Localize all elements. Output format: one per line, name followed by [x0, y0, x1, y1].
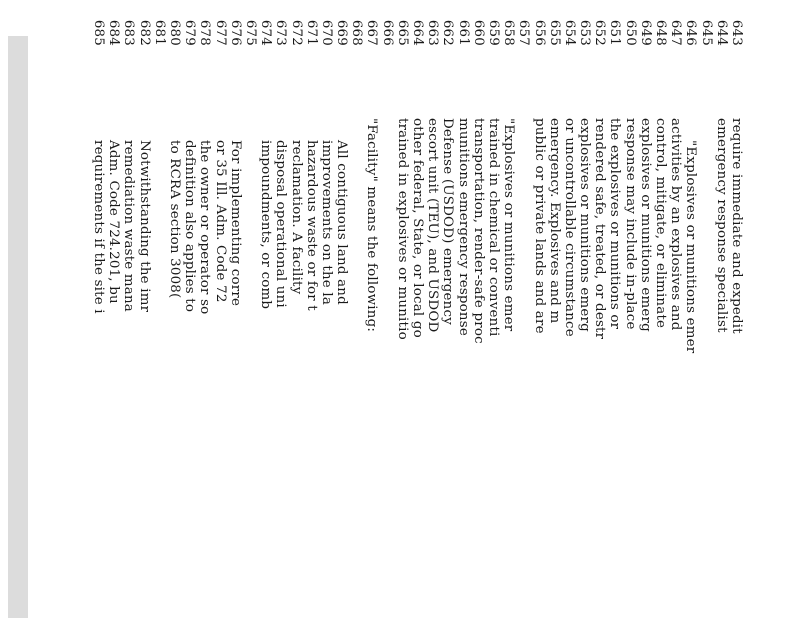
text-line: emergency. Explosives and m	[546, 118, 562, 324]
text-line: Adm. Code 724.201, bu	[106, 140, 122, 304]
text-line: the owner or operator so	[197, 140, 213, 315]
line-number: 656	[531, 19, 547, 46]
line-number: 668	[349, 19, 365, 46]
text-line: For implementing corre	[227, 140, 243, 307]
text-line: or 35 Ill. Adm. Code 72	[212, 140, 228, 303]
scan-edge-strip	[8, 36, 28, 618]
line-number: 683	[121, 19, 137, 46]
text-line: All contiguous land and	[334, 140, 350, 305]
text-line: activities by an explosives and	[668, 118, 684, 331]
line-number: 662	[440, 19, 456, 46]
text-line: requirements if the site i	[91, 140, 107, 314]
text-line: rendered safe, treated, or destr	[592, 118, 608, 340]
rotated-text-block	[91, 19, 744, 618]
line-number: 679	[182, 19, 198, 46]
line-number: 661	[455, 19, 471, 46]
line-number: 643	[729, 19, 744, 46]
line-number: 673	[273, 19, 289, 46]
line-number: 651	[607, 19, 623, 46]
text-line: emergency response specialist	[713, 118, 729, 333]
line-number: 671	[303, 19, 319, 46]
text-line: "Facility" means the following:	[364, 118, 380, 333]
line-number: 648	[653, 19, 669, 46]
text-line: other federal, State, or local go	[410, 118, 426, 338]
text-line: explosives or munitions emerg	[637, 118, 653, 332]
text-line: to RCRA section 3008(	[167, 140, 183, 299]
line-number: 664	[410, 19, 426, 46]
body-text-column	[91, 118, 744, 618]
line-number: 655	[546, 19, 562, 46]
text-line	[349, 118, 364, 618]
line-number: 665	[394, 19, 410, 46]
line-number: 672	[288, 19, 304, 46]
text-line: explosives or munitions emerg	[577, 118, 593, 332]
text-line	[152, 118, 167, 618]
text-line: "Explosives or munitions emer	[501, 118, 517, 332]
line-number: 675	[243, 19, 258, 46]
line-number: 680	[167, 19, 183, 46]
line-number: 649	[637, 19, 653, 46]
line-number: 653	[577, 19, 593, 46]
line-number: 659	[486, 19, 501, 46]
text-line: impoundments, or comb	[258, 140, 274, 310]
text-line	[380, 118, 395, 618]
line-number: 676	[227, 19, 243, 46]
line-number: 684	[106, 19, 122, 46]
line-number: 644	[713, 19, 729, 46]
line-number: 652	[592, 19, 608, 46]
text-line: trained in explosives or munitio	[394, 118, 410, 340]
text-line: Notwithstanding the imr	[136, 140, 152, 313]
line-number: 657	[516, 19, 532, 46]
line-number: 646	[683, 19, 699, 46]
line-number: 647	[668, 19, 684, 46]
text-line: or uncontrollable circumstance	[561, 118, 577, 337]
line-number: 669	[334, 19, 350, 46]
text-line: hazardous waste or for t	[303, 140, 319, 311]
text-line: reclamation. A facility	[288, 140, 304, 295]
line-number: 663	[425, 19, 441, 46]
text-line: disposal operational uni	[273, 140, 289, 308]
line-number: 678	[197, 19, 213, 46]
text-line: escort unit (TEU), and USDOD	[425, 118, 441, 333]
text-line	[698, 118, 713, 618]
text-line: munitions emergency response	[455, 118, 471, 336]
line-number: 681	[151, 19, 167, 46]
text-line: definition also applies to	[182, 140, 198, 313]
text-line: require immediate and expedit	[729, 118, 744, 334]
line-number: 645	[698, 19, 714, 46]
line-number: 682	[136, 19, 152, 46]
line-number: 677	[212, 19, 228, 46]
text-line: remediation waste mana	[121, 140, 137, 312]
text-line: control, mitigate, or eliminate	[653, 118, 669, 329]
text-line: trained in chemical or conventi	[486, 118, 501, 337]
line-number: 670	[318, 19, 334, 46]
text-line: Defense (USDOD) emergency	[440, 118, 456, 325]
line-number: 666	[379, 19, 395, 46]
text-line: transportation, render-safe proc	[470, 118, 486, 344]
text-line: "Explosives or munitions emer	[683, 140, 699, 354]
line-number: 674	[258, 19, 274, 46]
text-line: improvements on the la	[318, 140, 334, 306]
text-line: the explosives or munitions or	[607, 118, 623, 330]
line-number-column	[91, 6, 744, 46]
text-line: public or private lands and are	[531, 118, 547, 334]
line-number: 685	[91, 19, 107, 46]
line-number: 650	[622, 19, 638, 46]
text-line	[243, 118, 258, 618]
line-number: 654	[561, 19, 577, 46]
text-line	[516, 118, 531, 618]
line-number: 667	[364, 19, 380, 46]
text-line: response may include in-place	[622, 118, 638, 330]
line-number: 658	[501, 19, 517, 46]
line-number: 660	[470, 19, 486, 46]
